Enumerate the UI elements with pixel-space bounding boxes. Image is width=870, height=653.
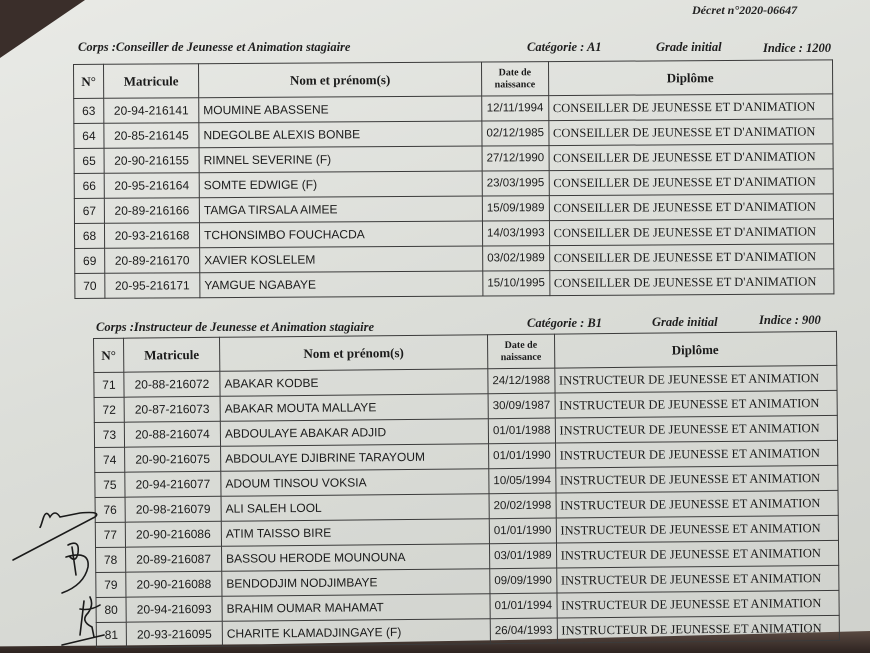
cell-matricule: 20-95-216171 xyxy=(105,273,200,299)
cell-matricule: 20-94-216077 xyxy=(125,471,221,497)
cell-nom: CHARITE KLAMADJINGAYE (F) xyxy=(222,619,490,647)
cell-diplome: CONSEILLER DE JEUNESSE ET D'ANIMATION xyxy=(549,144,833,171)
col-header-diplome: Diplôme xyxy=(554,331,836,368)
cell-num: 75 xyxy=(95,472,125,497)
cell-diplome: CONSEILLER DE JEUNESSE ET D'ANIMATION xyxy=(549,194,833,221)
cell-nom: BASSOU HERODE MOUNOUNA xyxy=(222,544,490,572)
col-header-num: N° xyxy=(94,338,124,372)
categorie-2: Catégorie : B1 xyxy=(527,316,602,330)
handwritten-signature-icon xyxy=(10,505,105,650)
cell-diplome: INSTRUCTEUR DE JEUNESSE ET ANIMATION xyxy=(555,440,837,468)
cell-diplome: INSTRUCTEUR DE JEUNESSE ET ANIMATION xyxy=(556,565,838,593)
cell-matricule: 20-89-216087 xyxy=(126,546,222,572)
cell-nom: YAMGUE NGABAYE xyxy=(200,271,483,298)
grade-1: Grade initial xyxy=(656,40,722,54)
roster-table-conseiller xyxy=(73,59,834,299)
cell-nom: XAVIER KOSLELEM xyxy=(200,246,483,273)
cell-date: 20/02/1998 xyxy=(489,493,556,519)
cell-diplome: INSTRUCTEUR DE JEUNESSE ET ANIMATION xyxy=(556,490,838,518)
cell-date: 24/12/1988 xyxy=(488,368,555,394)
cell-nom: SOMTE EDWIGE (F) xyxy=(199,171,482,198)
corps-title-2: Corps :Instructeur de Jeunesse et Animation stagiaire xyxy=(96,320,375,334)
cell-diplome: INSTRUCTEUR DE JEUNESSE ET ANIMATION xyxy=(555,390,837,418)
date-header-line2: naissance xyxy=(494,78,536,90)
cell-num: 73 xyxy=(94,422,124,447)
cell-diplome: CONSEILLER DE JEUNESSE ET D'ANIMATION xyxy=(549,244,833,271)
cell-matricule: 20-90-216075 xyxy=(125,446,221,472)
cell-date: 12/11/1994 xyxy=(482,96,549,121)
cell-nom: TCHONSIMBO FOUCHACDA xyxy=(199,221,482,248)
cell-num: 65 xyxy=(74,148,104,173)
cell-date: 10/05/1994 xyxy=(489,468,556,494)
cell-num: 74 xyxy=(95,447,125,472)
categorie-1: Catégorie : A1 xyxy=(527,40,602,54)
cell-matricule: 20-89-216170 xyxy=(105,248,200,274)
cell-nom: TAMGA TIRSALA AIMEE xyxy=(199,196,482,223)
col-header-nom: Nom et prénom(s) xyxy=(219,335,487,372)
cell-diplome: INSTRUCTEUR DE JEUNESSE ET ANIMATION xyxy=(557,615,839,643)
cell-nom: MOUMINE ABASSENE xyxy=(199,96,482,123)
cell-nom: ABDOULAYE DJIBRINE TARAYOUM xyxy=(221,444,489,472)
decree-number: Décret n°2020-06647 xyxy=(692,3,798,17)
cell-num: 70 xyxy=(75,273,105,298)
cell-date: 09/09/1990 xyxy=(490,568,557,594)
cell-date: 01/01/1994 xyxy=(490,593,557,619)
cell-nom: ATIM TAISSO BIRE xyxy=(221,519,489,547)
cell-nom: ADOUM TINSOU VOKSIA xyxy=(221,469,489,497)
cell-diplome: CONSEILLER DE JEUNESSE ET D'ANIMATION xyxy=(548,119,832,146)
cell-diplome: INSTRUCTEUR DE JEUNESSE ET ANIMATION xyxy=(555,415,837,443)
background-table-surface xyxy=(0,0,85,58)
cell-diplome: CONSEILLER DE JEUNESSE ET D'ANIMATION xyxy=(549,269,833,296)
cell-num: 71 xyxy=(94,372,124,397)
date-header-line1: Date de xyxy=(498,66,532,78)
cell-matricule: 20-93-216168 xyxy=(104,223,199,249)
grade-2: Grade initial xyxy=(652,315,718,329)
cell-date: 27/12/1990 xyxy=(482,146,549,171)
cell-matricule: 20-85-216145 xyxy=(104,123,199,149)
cell-matricule: 20-94-216093 xyxy=(126,596,222,622)
corps-title-1: Corps :Conseiller de Jeunesse et Animation stagiaire xyxy=(78,40,351,54)
cell-date: 02/12/1985 xyxy=(482,121,549,146)
cell-date: 15/09/1989 xyxy=(482,196,549,221)
indice-2: Indice : 900 xyxy=(759,313,821,327)
col-header-num: N° xyxy=(74,64,104,98)
cell-date: 15/10/1995 xyxy=(483,271,550,296)
cell-matricule: 20-90-216155 xyxy=(104,148,199,174)
cell-num: 72 xyxy=(94,397,124,422)
cell-matricule: 20-88-216074 xyxy=(124,421,220,447)
col-header-date xyxy=(487,334,554,369)
cell-num: 81 xyxy=(96,622,126,647)
cell-diplome: CONSEILLER DE JEUNESSE ET D'ANIMATION xyxy=(549,169,833,196)
cell-num: 79 xyxy=(96,572,126,597)
cell-num: 77 xyxy=(95,522,125,547)
cell-date: 01/01/1990 xyxy=(489,518,556,544)
col-header-matricule: Matricule xyxy=(124,337,220,372)
cell-num: 68 xyxy=(74,223,104,248)
cell-nom: ABAKAR KODBE xyxy=(220,369,488,397)
indice-1: Indice : 1200 xyxy=(763,41,832,55)
cell-date: 01/01/1990 xyxy=(489,443,556,469)
table-header-row xyxy=(74,60,833,99)
cell-num: 66 xyxy=(74,173,104,198)
cell-num: 76 xyxy=(95,497,125,522)
cell-matricule: 20-87-216073 xyxy=(124,396,220,422)
cell-diplome: INSTRUCTEUR DE JEUNESSE ET ANIMATION xyxy=(554,365,836,393)
cell-date: 30/09/1987 xyxy=(488,393,555,419)
roster-table-instructeur xyxy=(93,331,840,648)
cell-diplome: INSTRUCTEUR DE JEUNESSE ET ANIMATION xyxy=(557,590,839,618)
cell-matricule: 20-88-216072 xyxy=(124,371,220,397)
table-row xyxy=(75,269,834,299)
cell-nom: NDEGOLBE ALEXIS BONBE xyxy=(199,121,482,148)
cell-num: 78 xyxy=(96,547,126,572)
cell-nom: BENDODJIM NODJIMBAYE xyxy=(222,569,490,597)
cell-num: 64 xyxy=(74,123,104,148)
col-header-matricule: Matricule xyxy=(104,64,199,99)
cell-matricule: 20-95-216164 xyxy=(104,173,199,199)
cell-num: 63 xyxy=(74,98,104,123)
cell-diplome: INSTRUCTEUR DE JEUNESSE ET ANIMATION xyxy=(556,540,838,568)
cell-date: 01/01/1988 xyxy=(488,418,555,444)
cell-matricule: 20-98-216079 xyxy=(125,496,221,522)
cell-nom: ABAKAR MOUTA MALLAYE xyxy=(220,394,488,422)
cell-matricule: 20-89-216166 xyxy=(104,198,199,224)
cell-date: 26/04/1993 xyxy=(490,618,557,644)
cell-matricule: 20-94-216141 xyxy=(104,98,199,124)
col-header-nom: Nom et prénom(s) xyxy=(199,62,482,98)
cell-diplome: CONSEILLER DE JEUNESSE ET D'ANIMATION xyxy=(549,219,833,246)
date-header-line1: Date de xyxy=(504,339,538,351)
cell-date: 03/01/1989 xyxy=(489,543,556,569)
cell-nom: ALI SALEH LOOL xyxy=(221,494,489,522)
cell-num: 69 xyxy=(75,248,105,273)
cell-matricule: 20-90-216086 xyxy=(125,521,221,547)
col-header-diplome: Diplôme xyxy=(548,60,832,96)
cell-date: 14/03/1993 xyxy=(482,221,549,246)
date-header-line2: naissance xyxy=(500,351,542,363)
col-header-date xyxy=(481,62,548,96)
cell-nom: RIMNEL SEVERINE (F) xyxy=(199,146,482,173)
cell-nom: BRAHIM OUMAR MAHAMAT xyxy=(222,594,490,622)
cell-matricule: 20-93-216095 xyxy=(126,621,222,647)
cell-date: 23/03/1995 xyxy=(482,171,549,196)
cell-diplome: INSTRUCTEUR DE JEUNESSE ET ANIMATION xyxy=(555,465,837,493)
cell-matricule: 20-90-216088 xyxy=(126,571,222,597)
cell-date: 03/02/1989 xyxy=(483,246,550,271)
cell-num: 80 xyxy=(96,597,126,622)
cell-diplome: CONSEILLER DE JEUNESSE ET D'ANIMATION xyxy=(548,94,832,121)
cell-num: 67 xyxy=(74,198,104,223)
cell-nom: ABDOULAYE ABAKAR ADJID xyxy=(220,419,488,447)
cell-diplome: INSTRUCTEUR DE JEUNESSE ET ANIMATION xyxy=(556,515,838,543)
